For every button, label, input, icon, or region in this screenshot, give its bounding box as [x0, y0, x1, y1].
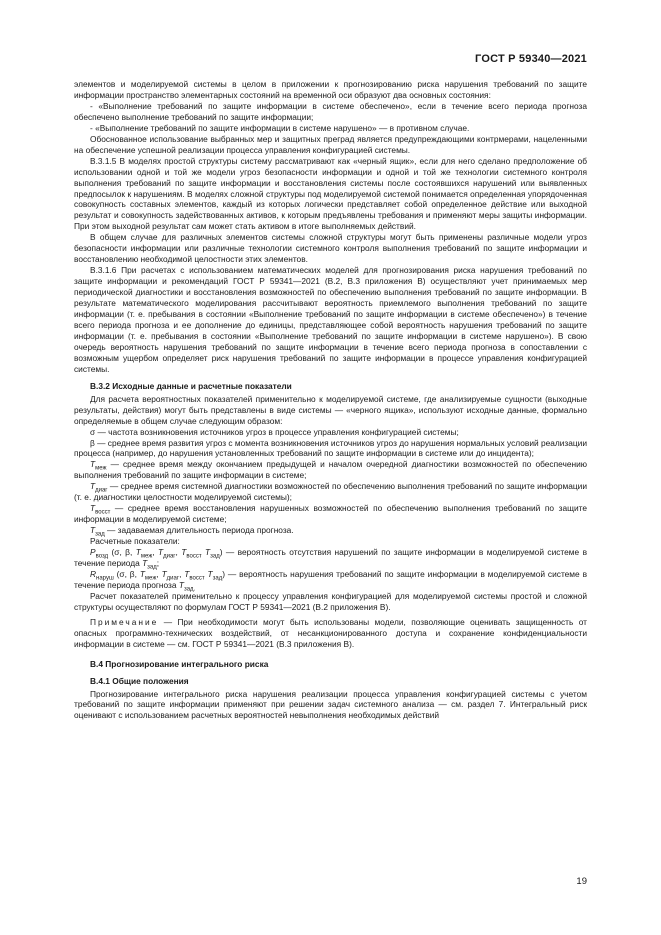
definition-sigma: σ — частота возникновения источников угроз в процессе управления конфигурацией системы;: [90, 426, 459, 437]
note: Примечание — При необходимости могут быть использованы модели, позволяющие оценивать защищенность от опасных программно-технических воздействий, от несанкционированного доступа и сохранение конфиденциальности информации в системе — см. ГОСТ Р 59341—2021 (В.3 приложения В).: [74, 616, 587, 649]
definition-t-diag: $T_{диаг}$ — среднее время системной диагностики возможностей по обеспечению выполнения требований по защите информации (т. е. диагностики целостности моделируемой системы);: [74, 481, 587, 503]
section-heading: В.3.2 Исходные данные и расчетные показатели: [90, 380, 292, 391]
paragraph: В.3.1.6 При расчетах с использованием математических моделей для прогнозирования риска нарушения требований по защите информации и рекомендаций ГОСТ Р 59341—2021 (В.2, В.3 приложения В) осуществляют учет принимаемых мер периодической диагностики и восстановления возможностей по обеспечению выполнения требований по защите информации. В результате математического моделирования рассчитывают вероятность приемлемого выполнения требований по защите информации (т. е. пребывания в состоянии «Выполнение требований по защите информации в системе обеспечено») в течение всего периода прогноза и ее дополнение до единицы, представляющее собой вероятность нарушения требований по защите информации (т. е. пребывания в состоянии «Выполнение требований по защите информации в системе нарушено»). В свою очередь вероятность нарушения требований по защите информации в течение всего периода прогноза в сопоставлении с возможным ущербом определяет риск нарушения требований по защите информации в процессе управления конфигурацией системы.: [74, 265, 587, 374]
formula-p-vozd: $P_{возд}$ (σ, β, $T_{меж}$, $T_{диаг}$, $T_{восст}$ $T_{зад}$) — вероятность отсутствия нарушений по защите информации в моделируемой системе в течение периода $T_{зад}$;: [74, 547, 587, 571]
paragraph: Расчетные показатели:: [90, 536, 180, 547]
definition-t-vosst: $T_{восст}$ — среднее время восстановления нарушенных возможностей по обеспечению выполнения требований по защите информации в моделируемой системе;: [74, 503, 587, 525]
paragraph: В.3.1.5 В моделях простой структуры систему рассматривают как «черный ящик», если для него сделано предположение об использовании одной и той же модели угроз безопасности информации и одной и той же технологии системного контроля выполнения требований по защите информации и восстановления системы после состоявшихся нарушений или выявленных предпосылок к нарушениям. В моделях сложной структуры под моделируемой системой понимается определенная упорядоченная совокупность составных элементов, каждый из которых логически представляет собой определенное действие или выходной результат и совокупность задействованных активов, к которым предъявлены требования и применяют меры защиты информации. При этом выходной результат сам может стать активом в итоге выполняемых действий.: [74, 155, 587, 232]
formula-r-narush: $R_{наруш}$ (σ, β, $T_{меж}$, $T_{диаг}$, $T_{восст}$ $T_{зад}$) — вероятность нарушения требований по защите информации в моделируемой системе в течение периода прогноза $T_{зад.}$: [74, 568, 588, 593]
document-body: [74, 79, 587, 721]
paragraph: В общем случае для различных элементов системы сложной структуры могут быть применены различные модели угроз безопасности информации или различные технологии системного контроля выполнения требований по защите информации и восстановлению необходимой целостности этих элементов.: [74, 232, 587, 265]
definition-t-mezh: $T_{меж}$ — среднее время между окончанием предыдущей и началом очередной диагностики возможностей по обеспечению выполнения требований по защите информации в системе;: [74, 459, 587, 481]
paragraph: Прогнозирование интегрального риска нарушения реализации процесса управления конфигурацией системы с учетом требований по защите информации применяют при решении задач системного анализа — см. раздел 7. Интегральный риск оценивают с использованием расчетных вероятностей невыполнения необходимых действий: [74, 688, 587, 721]
subsection-heading: В.4.1 Общие положения: [90, 675, 189, 686]
paragraph: Для расчета вероятностных показателей применительно к моделируемой системе, где анализируемые сущности (выходные результаты, действия) могут быть представлены в виде системы — «черного ящика», используют исходные данные, формально определяемые в общем случае следующим образом:: [74, 393, 587, 426]
list-item: - «Выполнение требований по защите информации в системе обеспечено», если в течение всего периода прогноза обеспечено выполнение требований по защите информации;: [74, 100, 587, 122]
page-number: 19: [576, 876, 587, 887]
definition-t-zad: $T_{зад}$ — задаваемая длительность периода прогноза.: [90, 525, 294, 538]
definition-beta: β — среднее время развития угроз с момента возникновения источников угроз до нарушения нормальных условий реализации процесса (например, до нарушения установленных требований по защите информации в системе или до инцидента);: [74, 437, 587, 459]
note-label: Примечание: [90, 616, 159, 627]
paragraph: элементов и моделируемой системы в целом в приложении к прогнозированию риска нарушения требований по защите информации пространство элементарных состояний на временной оси образуют два основных состояния:: [74, 79, 587, 100]
section-heading: В.4 Прогнозирование интегрального риска: [90, 658, 269, 669]
standard-header: ГОСТ Р 59340—2021: [475, 53, 587, 65]
list-item: - «Выполнение требований по защите информации в системе нарушено» — в противном случае.: [90, 122, 470, 133]
paragraph: Расчет показателей применительно к процессу управления конфигурацией для моделируемой системы простой и сложной структуры осуществляют по формулам ГОСТ Р 59341—2021 (В.2 приложения В).: [74, 590, 587, 612]
paragraph: Обоснованное использование выбранных мер и защитных преград является предупреждающими контрмерами, нацеленными на обеспечение успешной реализации процесса управления конфигурацией системы.: [74, 133, 587, 155]
